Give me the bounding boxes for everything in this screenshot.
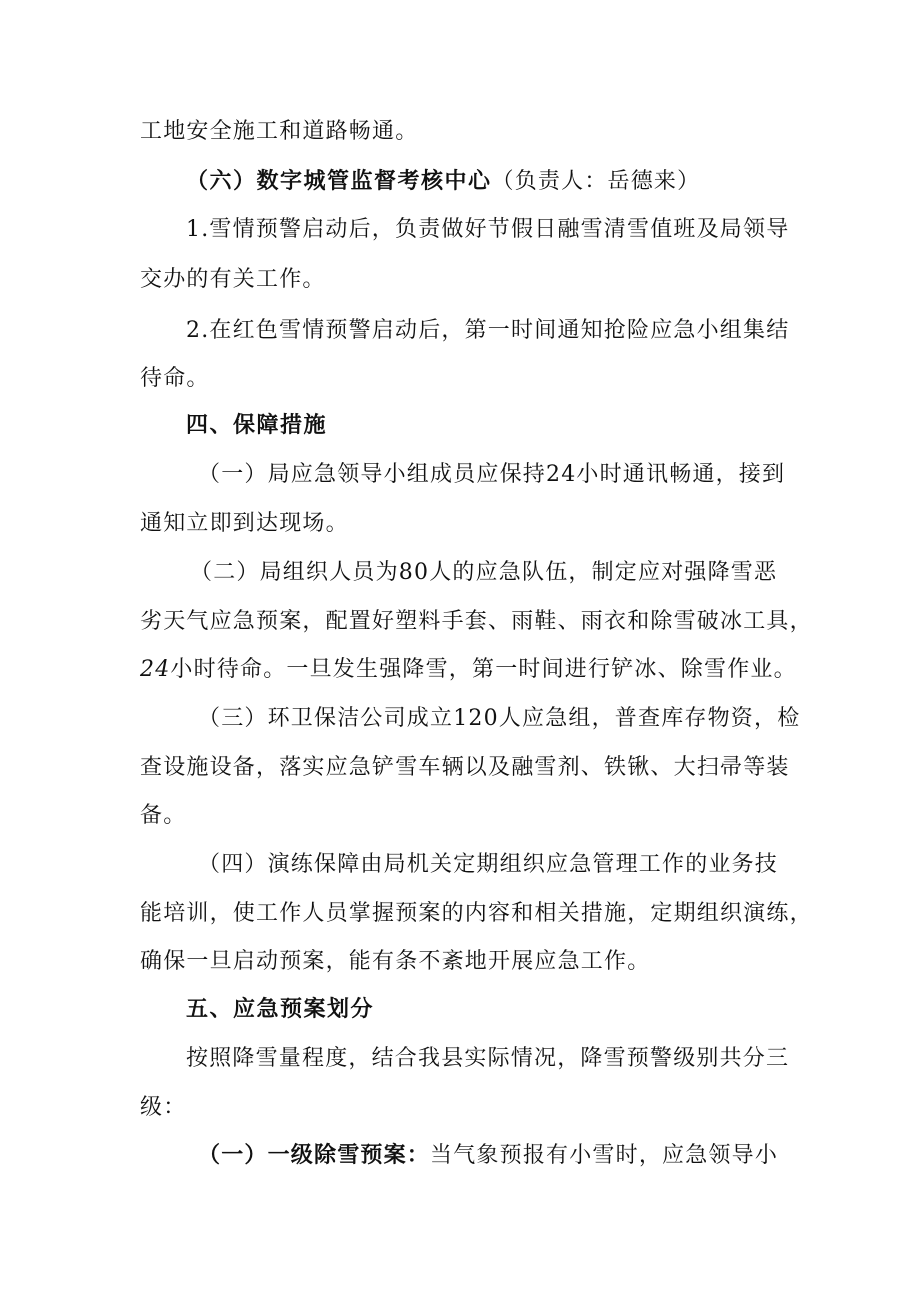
paragraph-line bbox=[198, 461, 785, 489]
text-span: 待命。 bbox=[140, 366, 210, 391]
text-span: 工地安全施工和道路畅通。 bbox=[140, 119, 419, 144]
paragraph-line bbox=[140, 365, 210, 393]
text-span: 当气象预报有小雪时，应急领导小 bbox=[430, 1143, 779, 1168]
text-span: 小时待命。一旦发生强降雪，第一时间进行铲冰、除雪作业。 bbox=[170, 657, 797, 682]
paragraph-line bbox=[140, 266, 326, 294]
chapter-title: 四、保障措施 bbox=[186, 413, 328, 438]
text-span: 确保一旦启动预案，能有条不紊地开展应急工作。 bbox=[140, 949, 651, 974]
text-span: （二）局组织人员为80人的应急队伍，制定应对强降雪恶 bbox=[190, 560, 778, 585]
paragraph-line bbox=[140, 608, 813, 636]
paragraph-line bbox=[186, 317, 789, 345]
text-span: 备。 bbox=[140, 803, 187, 828]
paragraph-line bbox=[190, 559, 777, 587]
text-span: （一）局应急领导小组成员应保持24小时通讯畅通，接到 bbox=[198, 462, 786, 487]
text-span: （四）演练保障由局机关定期组织应急管理工作的业务技 bbox=[198, 852, 779, 877]
chapter-heading-five bbox=[186, 996, 374, 1024]
section-title: （六）数字城管监督考核中心 bbox=[186, 169, 492, 194]
chapter-heading-four bbox=[186, 412, 327, 440]
section-heading-six bbox=[186, 168, 700, 196]
paragraph-line bbox=[140, 656, 797, 684]
paragraph-line bbox=[186, 216, 789, 244]
paragraph-line bbox=[140, 948, 650, 976]
paragraph-line bbox=[186, 1045, 789, 1073]
chapter-title: 五、应急预案划分 bbox=[186, 997, 375, 1022]
text-span: 1.雪情预警启动后，负责做好节假日融雪清雪值班及局领导 bbox=[186, 217, 790, 242]
text-span: 交办的有关工作。 bbox=[140, 267, 326, 292]
italic-number: 24 bbox=[140, 657, 171, 682]
section-responsible: （负责人：岳德来） bbox=[491, 169, 701, 194]
text-span: 级： bbox=[140, 1095, 187, 1120]
paragraph-line bbox=[140, 510, 349, 538]
text-span: 劣天气应急预案，配置好塑料手套、雨鞋、雨衣和除雪破冰工具， bbox=[140, 609, 813, 634]
text-span: 2.在红色雪情预警启动后，第一时间通知抢险应急小组集结 bbox=[186, 318, 790, 343]
paragraph-line bbox=[140, 754, 790, 782]
paragraph-line bbox=[198, 851, 778, 879]
paragraph-line bbox=[198, 1142, 778, 1170]
text-span: 能培训，使工作人员掌握预案的内容和相关措施，定期组织演练， bbox=[140, 901, 813, 926]
text-span: （三）环卫保洁公司成立120人应急组，普查库存物资，检 bbox=[198, 706, 801, 731]
paragraph-line bbox=[140, 900, 813, 928]
paragraph-line bbox=[198, 705, 800, 733]
text-span: 按照降雪量程度，结合我县实际情况，降雪预警级别共分三 bbox=[186, 1046, 790, 1071]
paragraph-line bbox=[140, 1094, 186, 1122]
text-span: 查设施设备，落实应急铲雪车辆以及融雪剂、铁锹、大扫帚等装 bbox=[140, 755, 790, 780]
plan-level-title: （一）一级除雪预案： bbox=[198, 1143, 431, 1168]
text-span: 通知立即到达现场。 bbox=[140, 511, 349, 536]
paragraph-line bbox=[140, 118, 418, 146]
paragraph-line bbox=[140, 802, 186, 830]
